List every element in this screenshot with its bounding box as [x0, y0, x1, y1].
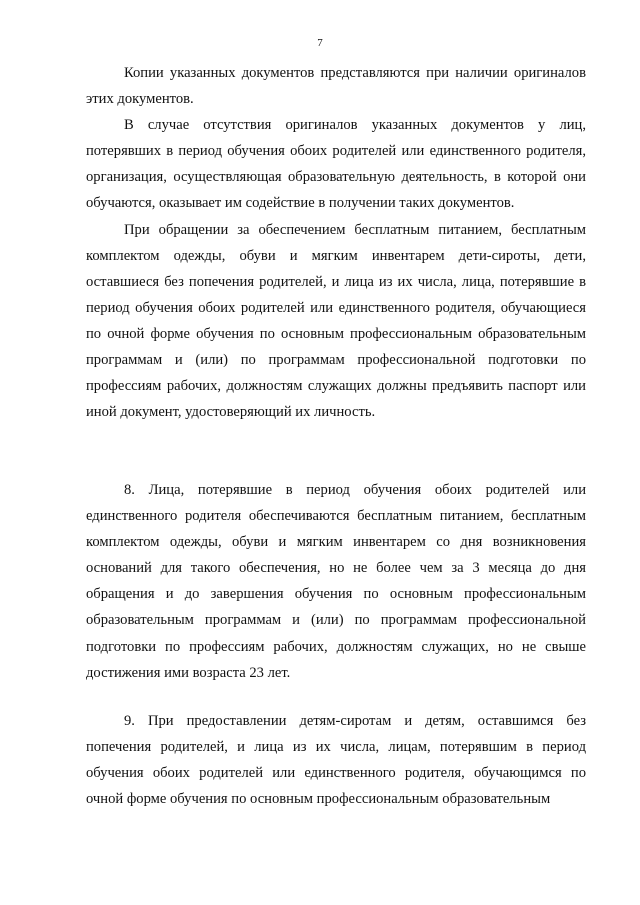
paragraph-item-8: 8. Лица, потерявшие в период обучения обоих родителей или единственного родителя обеспечиваются бесплатным питанием, бесплатным комплектом одежды, обуви и мягким инвентарем со дня возникновения оснований для такого обеспечения, но не более чем за 3 месяца до дня обращения и до завершения обучения по основным профессиональным образовательным программам и (или) по программам профессиональной подготовки по профессиям рабочих, должностям служащих, но не свыше достижения ими возраста 23 лет. — [86, 482, 586, 681]
paragraph-copies: Копии указанных документов представляются при наличии оригиналов этих документов. — [86, 65, 586, 108]
page-number: 7 — [317, 37, 323, 49]
paragraph-absence-of-originals: В случае отсутствия оригиналов указанных документов у лиц, потерявших в период обучения обоих родителей или единственного родителя, организация, осуществляющая образовательную деятельность, в которой они обучаются, оказывает им содействие в получении таких документов. — [86, 117, 586, 212]
paragraph-identity-document: При обращении за обеспечением бесплатным питанием, бесплатным комплектом одежды, обуви и мягким инвентарем дети-сироты, дети, оставшиеся без попечения родителей, и лица из их числа, лица, потерявшие в период обучения обоих родителей или единственного родителя, обучающиеся по очной форме обучения по основным профессиональным образовательным программам и (или) по программам профессиональной подготовки по профессиям рабочих, должностям служащих должны предъявить паспорт или иной документ, удостоверяющий их личность. — [86, 221, 586, 421]
paragraph-item-9: 9. При предоставлении детям-сиротам и детям, оставшимся без попечения родителей, и лица из их числа, лицам, потерявшим в период обучения обоих родителей или единственного родителя, обучающимся по очной форме обучения по основным профессиональным образовательным — [86, 713, 586, 808]
text-block-item-9 — [86, 708, 586, 812]
text-block-intro — [86, 60, 586, 425]
text-block-item-8 — [86, 477, 586, 686]
